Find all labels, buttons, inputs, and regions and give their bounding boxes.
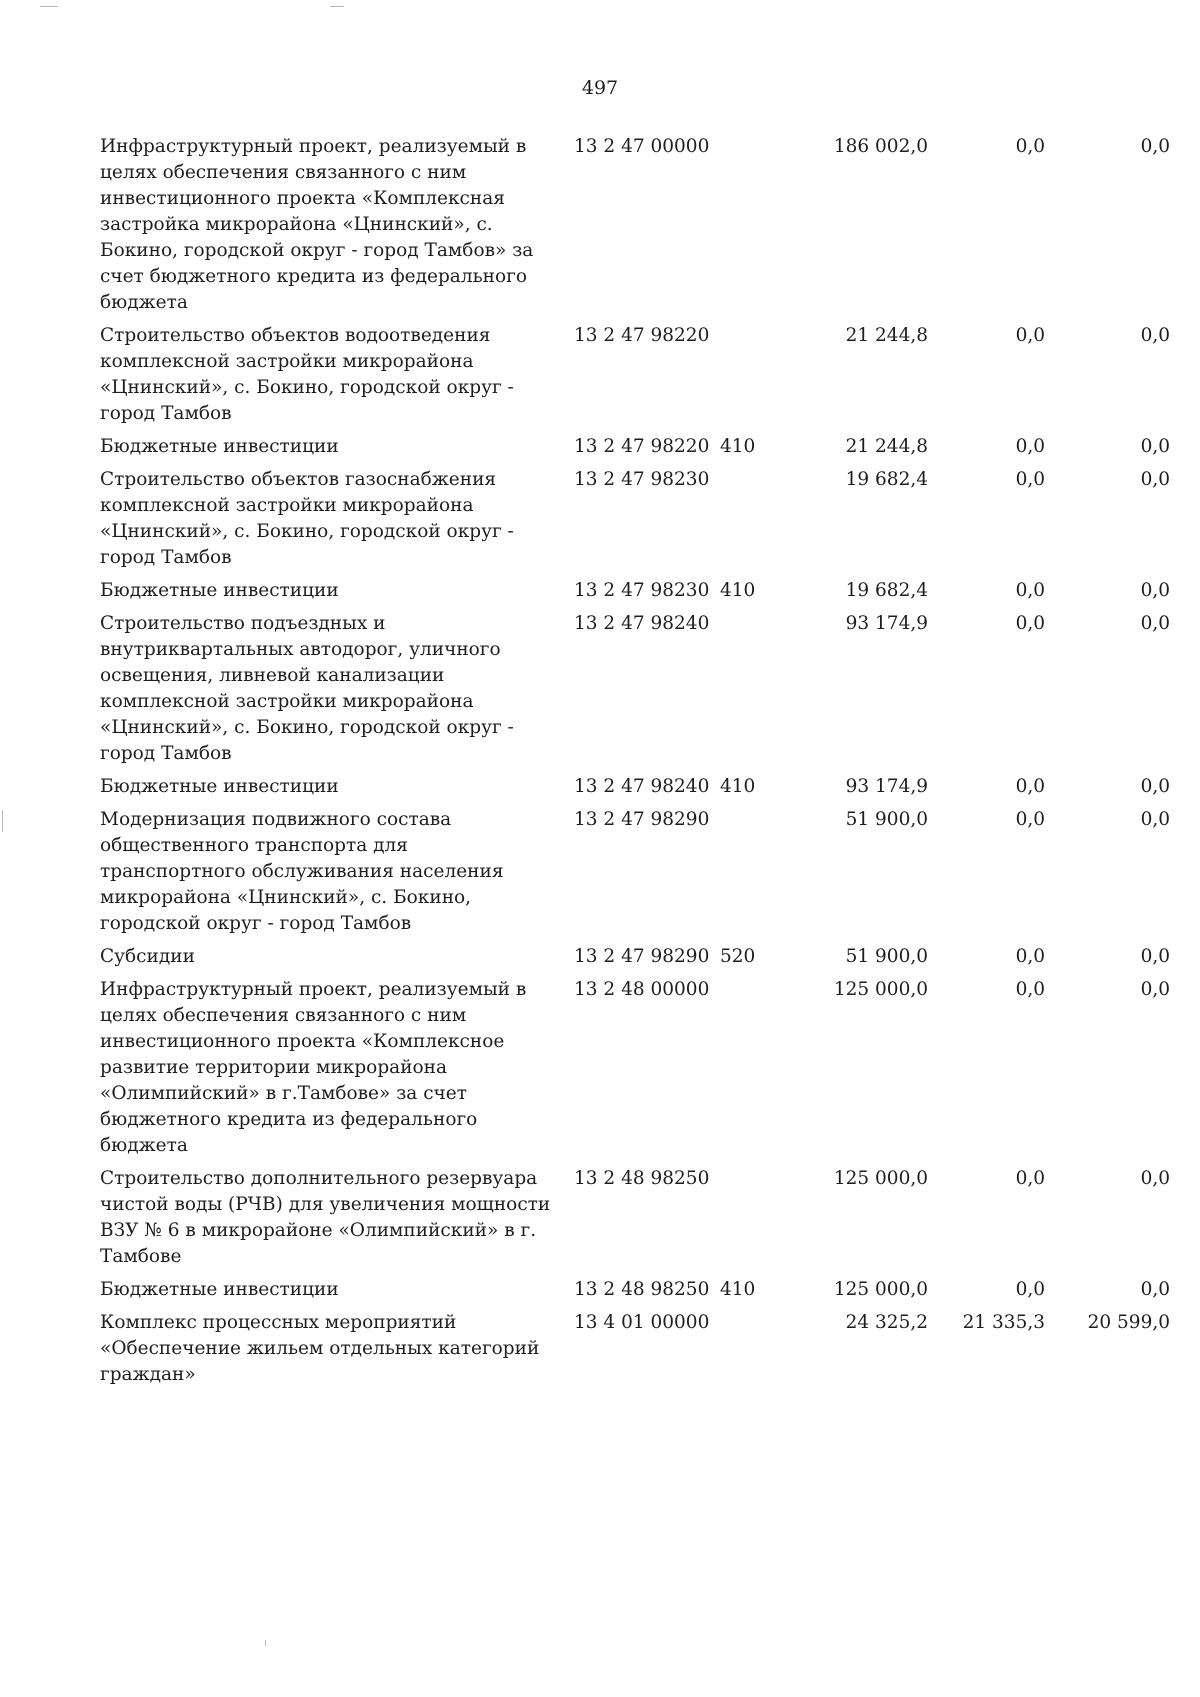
table-row <box>100 578 1170 611</box>
row-expense-type: 410 <box>720 776 756 797</box>
row-expense-type <box>718 977 788 1166</box>
row-amount-year-2: 0,0 <box>1015 613 1045 634</box>
row-amount-year-3: 0,0 <box>1140 436 1170 457</box>
table-row <box>100 807 1170 944</box>
row-target-code: 13 2 47 98230 <box>574 469 710 490</box>
row-target-code: 13 2 48 98250 <box>574 1168 710 1189</box>
row-amount-year-3: 0,0 <box>1140 946 1170 967</box>
table-row <box>100 134 1170 323</box>
row-target-code: 13 2 47 98290 <box>574 809 710 830</box>
row-amount-year-2: 0,0 <box>1015 809 1045 830</box>
row-name: Субсидии <box>100 946 195 967</box>
row-amount-year-1: 19 682,4 <box>845 469 928 490</box>
row-amount-year-2: 0,0 <box>1015 776 1045 797</box>
row-expense-type <box>718 134 788 323</box>
scan-speck <box>265 1640 266 1646</box>
row-amount-year-3: 0,0 <box>1140 1279 1170 1300</box>
row-name: Комплекс процессных мероприятий «Обеспечение жильем отдельных категорий граждан» <box>100 1312 540 1385</box>
table-row <box>100 467 1170 578</box>
table-row <box>100 323 1170 434</box>
row-amount-year-2: 0,0 <box>1015 979 1045 1000</box>
table-row <box>100 1277 1170 1310</box>
row-amount-year-1: 186 002,0 <box>833 136 928 157</box>
row-expense-type <box>718 467 788 578</box>
scan-speck <box>40 6 58 7</box>
row-name: Бюджетные инвестиции <box>100 436 339 457</box>
row-amount-year-1: 24 325,2 <box>845 1312 928 1333</box>
row-name: Инфраструктурный проект, реализуемый в целях обеспечения связанного с ним инвестиционного проекта «Комплексная застройка микрорайона «Цнинский», с. Бокино, городской округ - город Тамбов» за счет бюджетного кредита из федерального бюджета <box>100 136 534 313</box>
row-amount-year-2: 0,0 <box>1015 469 1045 490</box>
table-row <box>100 1310 1170 1395</box>
row-amount-year-3: 0,0 <box>1140 580 1170 601</box>
table-row <box>100 774 1170 807</box>
row-expense-type <box>718 323 788 434</box>
row-expense-type <box>718 611 788 774</box>
row-name: Строительство объектов газоснабжения комплексной застройки микрорайона «Цнинский», с. Бокино, городской округ - город Тамбов <box>100 469 514 568</box>
row-amount-year-1: 125 000,0 <box>833 1279 928 1300</box>
row-expense-type: 410 <box>720 1279 756 1300</box>
row-expense-type: 520 <box>720 946 756 967</box>
row-amount-year-3: 20 599,0 <box>1087 1312 1170 1333</box>
row-name: Модернизация подвижного состава общественного транспорта для транспортного обслуживания населения микрорайона «Цнинский», с. Бокино, городской округ - город Тамбов <box>100 809 504 934</box>
row-amount-year-1: 125 000,0 <box>833 979 928 1000</box>
row-amount-year-3: 0,0 <box>1140 136 1170 157</box>
row-name: Строительство объектов водоотведения комплексной застройки микрорайона «Цнинский», с. Бокино, городской округ - город Тамбов <box>100 325 514 424</box>
row-amount-year-3: 0,0 <box>1140 979 1170 1000</box>
row-amount-year-1: 21 244,8 <box>845 436 928 457</box>
row-amount-year-2: 0,0 <box>1015 946 1045 967</box>
row-target-code: 13 2 47 98220 <box>574 436 710 457</box>
row-target-code: 13 2 48 00000 <box>574 979 710 1000</box>
row-name: Строительство дополнительного резервуара чистой воды (РЧВ) для увеличения мощности ВЗУ № 6 в микрорайоне «Олимпийский» в г. Тамбове <box>100 1168 551 1267</box>
row-target-code: 13 4 01 00000 <box>574 1312 710 1333</box>
row-target-code: 13 2 48 98250 <box>574 1279 710 1300</box>
row-amount-year-1: 125 000,0 <box>833 1168 928 1189</box>
row-name: Бюджетные инвестиции <box>100 776 339 797</box>
row-amount-year-2: 0,0 <box>1015 436 1045 457</box>
row-target-code: 13 2 47 98220 <box>574 325 710 346</box>
row-amount-year-2: 0,0 <box>1015 1168 1045 1189</box>
row-target-code: 13 2 47 00000 <box>574 136 710 157</box>
row-target-code: 13 2 47 98240 <box>574 613 710 634</box>
row-amount-year-2: 0,0 <box>1015 325 1045 346</box>
table-row <box>100 977 1170 1166</box>
budget-table-body <box>100 134 1170 1395</box>
row-amount-year-3: 0,0 <box>1140 1168 1170 1189</box>
row-target-code: 13 2 47 98290 <box>574 946 710 967</box>
table-row <box>100 1166 1170 1277</box>
row-amount-year-3: 0,0 <box>1140 776 1170 797</box>
table-row <box>100 611 1170 774</box>
row-amount-year-1: 19 682,4 <box>845 580 928 601</box>
row-amount-year-1: 51 900,0 <box>845 809 928 830</box>
row-name: Бюджетные инвестиции <box>100 580 339 601</box>
row-name: Инфраструктурный проект, реализуемый в целях обеспечения связанного с ним инвестиционного проекта «Комплексное развитие территории микрорайона «Олимпийский» в г.Тамбове» за счет бюджетного кредита из федерального бюджета <box>100 979 527 1156</box>
row-amount-year-1: 21 244,8 <box>845 325 928 346</box>
table-row <box>100 944 1170 977</box>
page-number: 497 <box>581 77 619 99</box>
row-target-code: 13 2 47 98240 <box>574 776 710 797</box>
row-expense-type <box>718 1166 788 1277</box>
row-amount-year-3: 0,0 <box>1140 809 1170 830</box>
row-amount-year-3: 0,0 <box>1140 469 1170 490</box>
row-target-code: 13 2 47 98230 <box>574 580 710 601</box>
row-expense-type: 410 <box>720 580 756 601</box>
row-expense-type <box>718 807 788 944</box>
table-row <box>100 434 1170 467</box>
row-amount-year-2: 0,0 <box>1015 580 1045 601</box>
row-amount-year-1: 93 174,9 <box>845 776 928 797</box>
row-amount-year-2: 0,0 <box>1015 136 1045 157</box>
scan-speck <box>330 6 344 7</box>
budget-table <box>100 134 1170 1395</box>
row-amount-year-2: 21 335,3 <box>962 1312 1045 1333</box>
row-expense-type: 410 <box>720 436 756 457</box>
row-name: Бюджетные инвестиции <box>100 1279 339 1300</box>
row-amount-year-1: 93 174,9 <box>845 613 928 634</box>
row-amount-year-1: 51 900,0 <box>845 946 928 967</box>
row-amount-year-3: 0,0 <box>1140 613 1170 634</box>
row-expense-type <box>718 1310 788 1395</box>
row-name: Строительство подъездных и внутриквартальных автодорог, уличного освещения, ливневой канализации комплексной застройки микрорайона «Цнинский», с. Бокино, городской округ - город Тамбов <box>100 613 514 764</box>
row-amount-year-3: 0,0 <box>1140 325 1170 346</box>
scan-speck <box>2 810 3 832</box>
row-amount-year-2: 0,0 <box>1015 1279 1045 1300</box>
